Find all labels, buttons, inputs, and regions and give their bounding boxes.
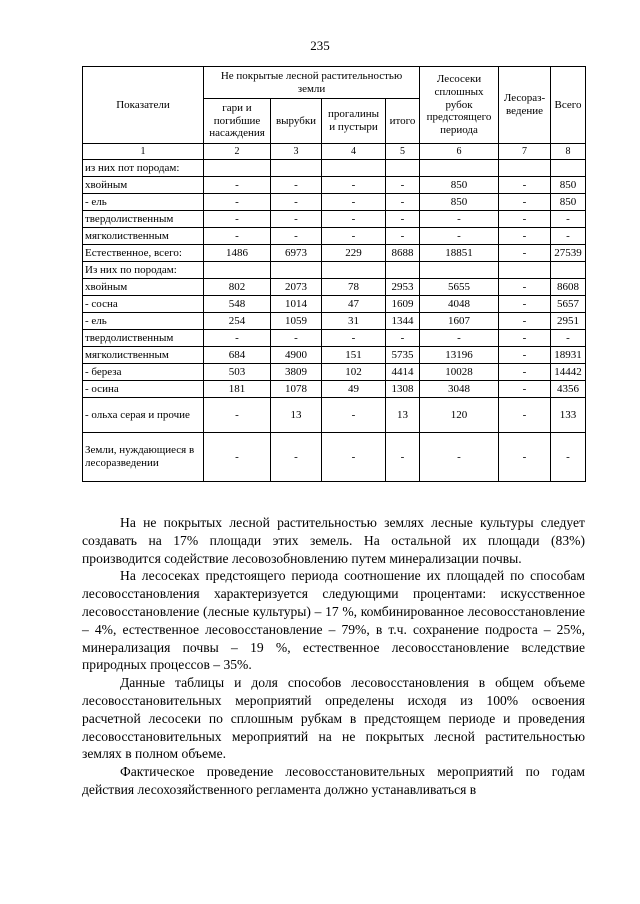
table-cell: -: [271, 433, 322, 482]
paragraph: Данные таблицы и доля способов лесовосстановления в общем объеме лесовосстановительных мероприятий определены исходя из 100% освоения расчетной лесосеки по сплошным рубкам в предстоящем периоде и проведения лесовосстановительных мероприятий на не покрытых лесной растительностью землях в полном объеме.: [82, 675, 585, 762]
table-cell: 850: [551, 194, 586, 211]
table-cell: 5655: [420, 279, 499, 296]
table-cell: 4356: [551, 381, 586, 398]
table-cell: -: [386, 177, 420, 194]
table-cell: -: [271, 228, 322, 245]
column-number: 2: [204, 144, 271, 160]
table-cell: 5735: [386, 347, 420, 364]
table-cell: [551, 262, 586, 279]
table-cell: 4900: [271, 347, 322, 364]
table-cell: 2953: [386, 279, 420, 296]
table-cell: [499, 160, 551, 177]
table-cell: -: [322, 330, 386, 347]
row-label: - осина: [83, 381, 204, 398]
table-cell: [551, 160, 586, 177]
table-cell: -: [386, 433, 420, 482]
row-label: мягколиственным: [83, 228, 204, 245]
table-cell: -: [499, 347, 551, 364]
table-cell: -: [322, 398, 386, 433]
table-row: [83, 364, 586, 381]
column-number: 3: [271, 144, 322, 160]
table-cell: 13196: [420, 347, 499, 364]
table-cell: -: [386, 228, 420, 245]
table-cell: -: [499, 330, 551, 347]
table-cell: 2951: [551, 313, 586, 330]
table-cell: 1078: [271, 381, 322, 398]
table-row: [83, 211, 586, 228]
header-clearcuts: Лесосеки сплошных рубок предстоящего периода: [420, 67, 499, 144]
header-total: итого: [386, 99, 420, 144]
table-cell: -: [499, 433, 551, 482]
row-label: - сосна: [83, 296, 204, 313]
table-cell: -: [499, 279, 551, 296]
table-cell: 181: [204, 381, 271, 398]
table-cell: -: [499, 398, 551, 433]
table-cell: -: [386, 330, 420, 347]
table-cell: 151: [322, 347, 386, 364]
header-burnt: гари и погибшие насаждения: [204, 99, 271, 144]
table-cell: [499, 262, 551, 279]
table-cell: -: [499, 228, 551, 245]
table-cell: -: [271, 211, 322, 228]
table-cell: 49: [322, 381, 386, 398]
row-label: - береза: [83, 364, 204, 381]
column-number: 5: [386, 144, 420, 160]
row-label: - ольха серая и прочие: [83, 398, 204, 433]
table-cell: 102: [322, 364, 386, 381]
table-row: [83, 330, 586, 347]
paragraph: На лесосеках предстоящего периода соотношение их площадей по способам лесовосстановления характеризуется следующими процентами: искусственное лесовосстановление (лесные культуры) – 17 %, комбинированное лесовосстановление – 4%, естественное лесовосстановление – 79%, в т.ч. сохранение подроста – 25%, минерализация почвы – 19 %, естественное лесовосстановление вследствие природных процессов – 35%.: [82, 568, 585, 673]
table-cell: [271, 160, 322, 177]
table-row: [83, 228, 586, 245]
table-cell: 6973: [271, 245, 322, 262]
table-cell: -: [386, 211, 420, 228]
table-cell: 1059: [271, 313, 322, 330]
table-cell: 10028: [420, 364, 499, 381]
table-cell: 1609: [386, 296, 420, 313]
column-number: 4: [322, 144, 386, 160]
table-cell: -: [204, 228, 271, 245]
row-label: твердолиственным: [83, 330, 204, 347]
table-cell: 850: [551, 177, 586, 194]
column-number: 7: [499, 144, 551, 160]
table-cell: -: [420, 211, 499, 228]
table-row: [83, 313, 586, 330]
table-cell: 14442: [551, 364, 586, 381]
table-cell: -: [551, 433, 586, 482]
table-cell: -: [322, 194, 386, 211]
table-row: [83, 194, 586, 211]
row-label: - ель: [83, 194, 204, 211]
table-cell: -: [420, 228, 499, 245]
table-cell: 27539: [551, 245, 586, 262]
table-row: [83, 279, 586, 296]
table-cell: -: [499, 194, 551, 211]
table-cell: 133: [551, 398, 586, 433]
table-cell: 4048: [420, 296, 499, 313]
table-cell: [386, 160, 420, 177]
table-cell: -: [322, 177, 386, 194]
table-cell: 2073: [271, 279, 322, 296]
row-label: хвойным: [83, 177, 204, 194]
row-label: из них пот породам:: [83, 160, 204, 177]
table-row: [83, 177, 586, 194]
table-cell: -: [271, 177, 322, 194]
table-cell: -: [204, 194, 271, 211]
header-indicators: Показатели: [83, 67, 204, 144]
table-cell: -: [204, 398, 271, 433]
table-cell: 850: [420, 177, 499, 194]
table-cell: -: [204, 433, 271, 482]
table-cell: -: [499, 313, 551, 330]
table-cell: [322, 160, 386, 177]
table-row: [83, 245, 586, 262]
column-number: 1: [83, 144, 204, 160]
table-cell: -: [204, 211, 271, 228]
table-cell: -: [322, 228, 386, 245]
table-cell: 18851: [420, 245, 499, 262]
header-cutovers: вырубки: [271, 99, 322, 144]
table-cell: -: [271, 330, 322, 347]
table-cell: -: [499, 211, 551, 228]
table-cell: 548: [204, 296, 271, 313]
table-cell: 1014: [271, 296, 322, 313]
table-cell: -: [204, 177, 271, 194]
table-cell: -: [420, 330, 499, 347]
table-row: [83, 160, 586, 177]
row-label: твердолиственным: [83, 211, 204, 228]
table-cell: 78: [322, 279, 386, 296]
table-cell: 1607: [420, 313, 499, 330]
table-cell: 1308: [386, 381, 420, 398]
table-cell: 13: [271, 398, 322, 433]
table-cell: 684: [204, 347, 271, 364]
table-row: [83, 433, 586, 482]
table-cell: [386, 262, 420, 279]
table-row: [83, 381, 586, 398]
table-cell: -: [322, 211, 386, 228]
row-label: хвойным: [83, 279, 204, 296]
table-cell: 5657: [551, 296, 586, 313]
table-cell: -: [499, 296, 551, 313]
table-cell: [271, 262, 322, 279]
row-label: мягколиственным: [83, 347, 204, 364]
table-cell: -: [271, 194, 322, 211]
table-cell: 8608: [551, 279, 586, 296]
table-cell: 47: [322, 296, 386, 313]
table-cell: 254: [204, 313, 271, 330]
header-glades: прогалины и пустыри: [322, 99, 386, 144]
table-cell: [420, 262, 499, 279]
row-label: - ель: [83, 313, 204, 330]
table-cell: 3048: [420, 381, 499, 398]
table-cell: 8688: [386, 245, 420, 262]
table-body: [83, 144, 586, 482]
table-cell: 503: [204, 364, 271, 381]
column-number: 8: [551, 144, 586, 160]
table-cell: 850: [420, 194, 499, 211]
table-cell: -: [204, 330, 271, 347]
table-cell: 120: [420, 398, 499, 433]
reforestation-table: [82, 66, 586, 482]
table-cell: -: [499, 381, 551, 398]
table-cell: -: [386, 194, 420, 211]
table-cell: 802: [204, 279, 271, 296]
row-label: Земли, нуждающиеся в лесоразведении: [83, 433, 204, 482]
table-row: [83, 262, 586, 279]
header-all: Всего: [551, 67, 586, 144]
table-cell: 3809: [271, 364, 322, 381]
table-cell: -: [322, 433, 386, 482]
body-text: [82, 514, 585, 799]
table-cell: 13: [386, 398, 420, 433]
paragraph: На не покрытых лесной растительностью землях лесные культуры следует создавать на 17% площади этих земель. На остальной их площади (83%) производится содействие лесовозобновлению путем минерализации почвы.: [82, 515, 585, 566]
table-cell: [322, 262, 386, 279]
column-number-row: [83, 144, 586, 160]
table-cell: [204, 160, 271, 177]
table-cell: 229: [322, 245, 386, 262]
page-number: 235: [310, 38, 330, 53]
header-not-covered-lands: Не покрытые лесной растительностью земли: [204, 67, 420, 99]
table-cell: 31: [322, 313, 386, 330]
table-cell: -: [551, 330, 586, 347]
table-cell: -: [551, 211, 586, 228]
table-cell: -: [551, 228, 586, 245]
table-cell: 18931: [551, 347, 586, 364]
table-cell: -: [499, 245, 551, 262]
table-cell: 4414: [386, 364, 420, 381]
table-cell: 1486: [204, 245, 271, 262]
table-row: [83, 347, 586, 364]
table-row: [83, 296, 586, 313]
table-row: [83, 398, 586, 433]
table-cell: [204, 262, 271, 279]
row-label: Естественное, всего:: [83, 245, 204, 262]
header-reforestation: Лесораз-ведение: [499, 67, 551, 144]
row-label: Из них по породам:: [83, 262, 204, 279]
table-cell: 1344: [386, 313, 420, 330]
table-cell: -: [420, 433, 499, 482]
table-cell: [420, 160, 499, 177]
column-number: 6: [420, 144, 499, 160]
table-cell: -: [499, 364, 551, 381]
paragraph: Фактическое проведение лесовосстановительных мероприятий по годам действия лесохозяйственного регламента должно устанавливаться в: [82, 764, 585, 797]
table-cell: -: [499, 177, 551, 194]
